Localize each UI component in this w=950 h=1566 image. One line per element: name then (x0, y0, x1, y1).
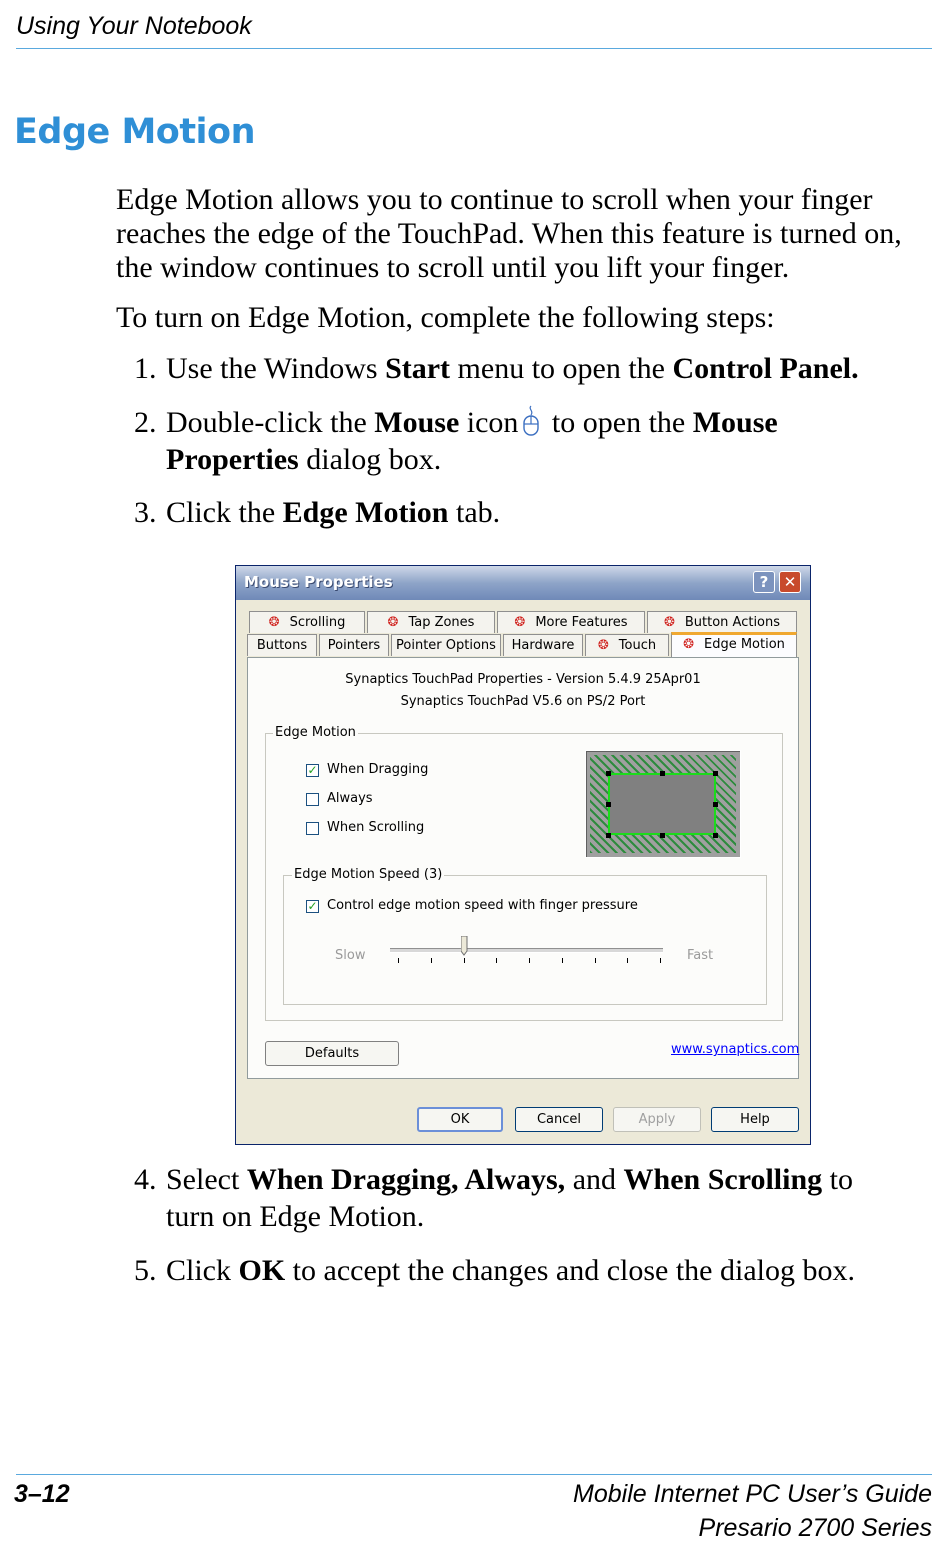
slider-tick (529, 958, 530, 963)
step-bold: Control Panel. (672, 352, 859, 385)
when-dragging-label: When Dragging (327, 762, 429, 777)
footer-rule (16, 1474, 932, 1475)
step-text: Use the Windows (166, 352, 386, 385)
slider-tick (496, 958, 497, 963)
defaults-button[interactable] (265, 1041, 399, 1066)
dialog-title-bar (236, 566, 810, 600)
slider-tick (627, 958, 628, 963)
when-dragging-checkbox[interactable] (306, 764, 319, 777)
speed-group-label: Edge Motion Speed (3) (294, 867, 443, 882)
handle-dot (713, 771, 718, 776)
tab-more-features[interactable] (497, 611, 645, 633)
synaptics-icon: ❂ (597, 638, 609, 653)
edge-motion-group-label: Edge Motion (275, 725, 356, 740)
intro-line-2: reaches the edge of the TouchPad. When this feature is turned on, (116, 217, 902, 250)
help-title-button[interactable] (753, 571, 775, 593)
step-5 (134, 1252, 924, 1289)
cancel-button[interactable] (515, 1107, 603, 1132)
step-text: to open the (544, 406, 693, 439)
tab-label: More Features (535, 615, 628, 630)
intro-paragraph (116, 183, 936, 285)
step-bold: Mouse (374, 406, 460, 439)
handle-dot (713, 802, 718, 807)
touchpad-inner-area (608, 773, 716, 835)
button-label: Defaults (304, 1046, 360, 1061)
step-bold: When Scrolling (623, 1163, 823, 1196)
touchpad-preview (585, 750, 741, 858)
ok-button[interactable] (417, 1107, 503, 1132)
slider-tick (595, 958, 596, 963)
tab-hardware[interactable] (503, 634, 583, 656)
dialog-title: Mouse Properties (244, 573, 393, 591)
step-3 (134, 494, 924, 531)
step-bold: Mouse (692, 406, 778, 439)
slider-max-label: Fast (687, 948, 714, 963)
button-label: Cancel (536, 1112, 582, 1127)
speed-group (283, 875, 767, 1005)
synaptics-icon: ❂ (514, 615, 526, 630)
when-scrolling-label: When Scrolling (327, 820, 425, 835)
question-icon: ? (759, 573, 769, 591)
step-bold: When Dragging, Always, (246, 1163, 566, 1196)
synaptics-icon: ❂ (663, 615, 675, 630)
button-label: Help (740, 1112, 770, 1127)
handle-dot (660, 771, 665, 776)
tab-edge-motion[interactable] (671, 632, 797, 657)
control-speed-label: Control edge motion speed with finger pressure (327, 898, 638, 913)
apply-button[interactable] (613, 1107, 701, 1132)
step-number: 1. (134, 352, 157, 385)
step-text: Select (166, 1163, 247, 1196)
step-text: Click the (166, 496, 283, 529)
step-number: 3. (134, 496, 157, 529)
tab-label: Button Actions (684, 615, 781, 630)
close-icon: ✕ (783, 573, 797, 591)
slider-tick (431, 958, 432, 963)
always-checkbox[interactable] (306, 793, 319, 806)
section-title: Edge Motion (14, 112, 256, 152)
tab-label: Tap Zones (408, 615, 475, 630)
steps-intro: To turn on Edge Motion, complete the following steps: (116, 301, 775, 334)
tab-label: Edge Motion (703, 637, 785, 652)
step-number: 5. (134, 1254, 157, 1287)
button-label: OK (450, 1112, 470, 1127)
synaptics-icon: ❂ (387, 615, 399, 630)
step-text: Double-click the (166, 406, 375, 439)
step-text: dialog box. (298, 443, 442, 476)
tab-button-actions[interactable] (647, 611, 797, 633)
tab-scrolling[interactable] (249, 611, 365, 633)
handle-dot (606, 771, 611, 776)
tab-panel (247, 657, 799, 1079)
help-button[interactable] (711, 1107, 799, 1132)
tab-touch[interactable] (585, 634, 669, 656)
tab-label: Touch (618, 638, 657, 653)
version-info: Synaptics TouchPad Properties - Version 5.4.9 25Apr01 (345, 672, 701, 687)
step-text: turn on Edge Motion. (166, 1200, 425, 1233)
slider-tick (464, 958, 465, 963)
step-bold: OK (238, 1254, 286, 1287)
step-text: tab. (448, 496, 501, 529)
tab-buttons[interactable] (247, 634, 317, 656)
button-label: Apply (638, 1112, 676, 1127)
port-info: Synaptics TouchPad V5.6 on PS/2 Port (400, 694, 646, 709)
step-bold: Start (385, 352, 451, 385)
check-mark-icon: ✓ (307, 763, 318, 777)
step-text: Click (166, 1254, 239, 1287)
guide-title: Mobile Internet PC User’s Guide (573, 1480, 932, 1508)
step-bold: Properties (166, 443, 299, 476)
tab-label: Hardware (511, 638, 575, 653)
tab-pointers[interactable] (319, 634, 389, 656)
control-speed-checkbox[interactable] (306, 900, 319, 913)
tab-tap-zones[interactable] (367, 611, 495, 633)
handle-dot (660, 833, 665, 838)
intro-line-1: Edge Motion allows you to continue to scroll when your finger (116, 183, 873, 216)
intro-line-3: the window continues to scroll until you lift your finger. (116, 251, 790, 284)
tab-label: Buttons (256, 638, 308, 653)
handle-dot (606, 802, 611, 807)
synaptics-link[interactable]: www.synaptics.com (671, 1042, 800, 1057)
running-header: Using Your Notebook (16, 12, 252, 40)
slider-min-label: Slow (335, 948, 366, 963)
slider-tick (398, 958, 399, 963)
always-label: Always (327, 791, 373, 806)
tab-label: Pointers (327, 638, 381, 653)
step-4 (134, 1161, 924, 1235)
speed-slider-thumb[interactable] (461, 936, 468, 956)
step-text: icon (459, 406, 519, 439)
step-text: to (822, 1163, 854, 1196)
mouse-properties-dialog (235, 565, 811, 1145)
step-text: menu to open the (450, 352, 673, 385)
header-rule (16, 48, 932, 49)
page-number: 3–12 (14, 1480, 70, 1508)
check-mark-icon: ✓ (307, 899, 318, 913)
tab-label: Scrolling (289, 615, 346, 630)
step-number: 2. (134, 406, 157, 439)
slider-tick (562, 958, 563, 963)
step-1 (134, 350, 924, 387)
step-text: and (565, 1163, 624, 1196)
synaptics-icon: ❂ (683, 637, 694, 652)
speed-slider-track[interactable] (390, 948, 663, 953)
synaptics-icon: ❂ (268, 615, 280, 630)
step-text: to accept the changes and close the dialog box. (285, 1254, 855, 1287)
when-scrolling-checkbox[interactable] (306, 822, 319, 835)
step-number: 4. (134, 1163, 157, 1196)
mouse-icon (520, 404, 542, 438)
slider-tick (660, 958, 661, 963)
handle-dot (606, 833, 611, 838)
handle-dot (713, 833, 718, 838)
tab-label: Pointer Options (396, 638, 496, 653)
tab-pointer-options[interactable] (391, 634, 501, 656)
series-name: Presario 2700 Series (698, 1514, 932, 1542)
step-bold: Edge Motion (282, 496, 449, 529)
step-2 (134, 404, 924, 478)
close-title-button[interactable] (779, 571, 801, 593)
